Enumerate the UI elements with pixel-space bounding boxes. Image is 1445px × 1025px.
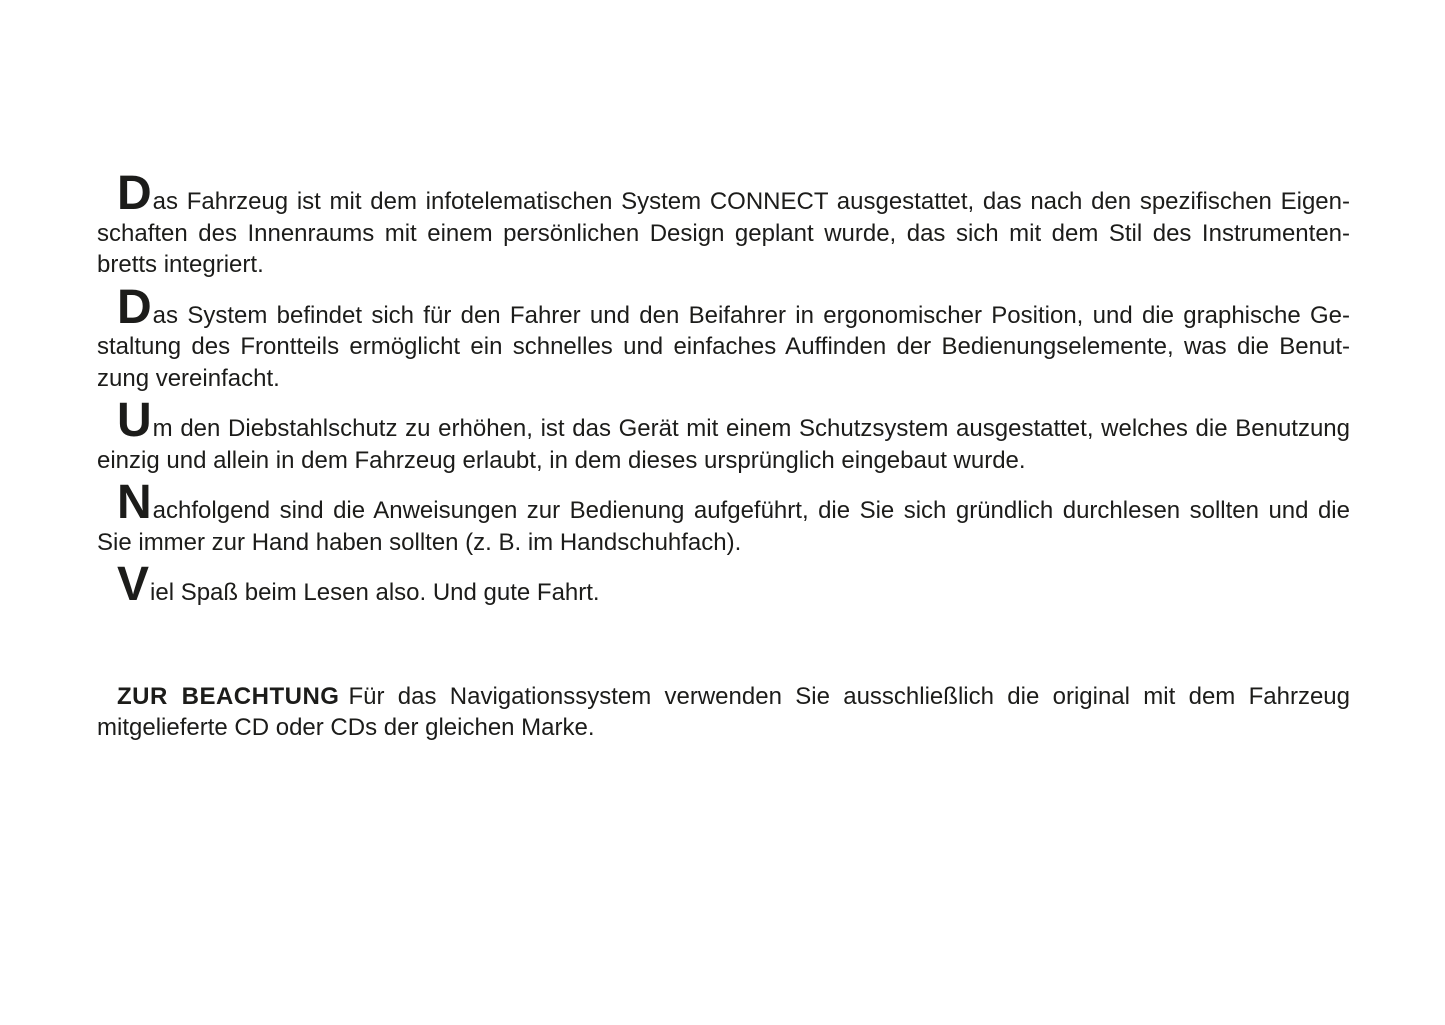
line-text: bretts integriert. <box>97 251 264 278</box>
line-text: as System befindet sich für den Fahrer und den Beifahrer in ergonomischer Position, und die graphische Ge- <box>152 301 1350 329</box>
paragraph-line <box>97 527 1350 559</box>
line-text: Sie immer zur Hand haben sollten (z. B. im Handschuhfach). <box>97 528 742 556</box>
paragraph-4 <box>97 476 1350 558</box>
dropcap-letter: V <box>117 558 149 611</box>
line-text: einzig und allein in dem Fahrzeug erlaubt, in dem dieses ursprünglich eingebaut wurde. <box>97 446 1026 474</box>
intro-text-block <box>97 167 1350 744</box>
line-text: Für das Navigationssystem verwenden Sie ausschließlich die original mit dem Fahrzeug <box>348 682 1350 710</box>
paragraph-line <box>97 218 1350 250</box>
line-text: mitgelieferte CD oder CDs der gleichen Marke. <box>97 714 595 741</box>
line-text: iel Spaß beim Lesen also. Und gute Fahrt. <box>150 579 600 606</box>
line-text: zung vereinfacht. <box>97 364 280 392</box>
note-paragraph <box>97 681 1350 744</box>
paragraph-line <box>97 280 1350 334</box>
dropcap-letter: U <box>117 394 151 447</box>
paragraph-3 <box>97 394 1350 476</box>
note-label: ZUR BEACHTUNG <box>117 682 340 710</box>
line-text: achfolgend sind die Anweisungen zur Bedienung aufgeführt, die Sie sich gründlich durchlesen sollten und die <box>152 497 1350 524</box>
paragraph-line <box>97 394 1350 447</box>
paragraph-line <box>97 476 1350 529</box>
note-line <box>97 712 1350 744</box>
paragraph-line <box>97 167 1350 220</box>
paragraph-line <box>97 558 1350 611</box>
note-line <box>97 681 1350 713</box>
paragraph-line <box>97 331 1350 363</box>
dropcap-letter: D <box>117 280 151 334</box>
paragraph-2 <box>97 280 1350 395</box>
dropcap-letter: D <box>117 167 151 220</box>
line-text: staltung des Frontteils ermöglicht ein schnelles und einfaches Auffinden der Bedienungselemente, was die Benut- <box>97 333 1350 360</box>
paragraph-line <box>97 445 1350 477</box>
paragraph-5 <box>97 558 1350 611</box>
line-text: as Fahrzeug ist mit dem infotelematischen System CONNECT ausgestattet, das nach den spezifischen Eigen- <box>152 188 1350 215</box>
paragraph-1 <box>97 167 1350 281</box>
line-text: schaften des Innenraums mit einem persönlichen Design geplant wurde, das sich mit dem Stil des Instrumenten- <box>97 219 1350 247</box>
line-text: m den Diebstahlschutz zu erhöhen, ist das Gerät mit einem Schutzsystem ausgestattet, welches die Benutzung <box>152 415 1350 442</box>
dropcap-letter: N <box>117 476 151 529</box>
paragraph-line <box>97 363 1350 395</box>
paragraph-line <box>97 249 1350 281</box>
